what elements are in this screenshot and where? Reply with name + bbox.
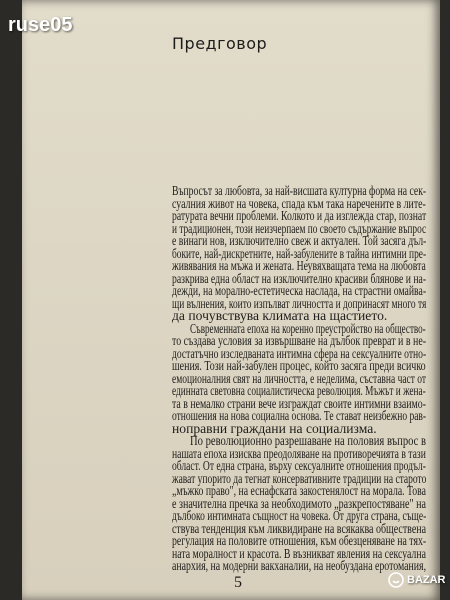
- book-page: [22, 0, 440, 600]
- text-line: та в немалко страни вече изграждат своите интимни взаимо-: [172, 395, 426, 411]
- text-line: област. От една страна, върху сексуалните отношения продъл-: [172, 458, 426, 473]
- text-line: отношения на нова социална основа. Те стават неизбежно рав-: [172, 408, 427, 423]
- text-line: анархия, на модерни вакханалии, на необуздана еротомания,: [172, 558, 427, 573]
- text-line: щи вълнения, които изпълват личността и допринасят много тя: [172, 295, 427, 311]
- text-line: е значителна пречка за необходимото „разкрепостяване" на: [172, 495, 426, 511]
- text-line: шения. Този най-забулен процес, който засяга преди всичко: [172, 358, 426, 373]
- text-line: регулация на половите отношения, към обезценяване на тях-: [172, 533, 427, 548]
- text-line: достатъчно изследваната интимна сфера на сексуалните отно-: [172, 345, 427, 361]
- text-line: дълбоко интимната същност на човека. От друга страна, съще-: [172, 508, 427, 523]
- bazar-logo-text: BAZAR: [407, 574, 446, 586]
- text-line: единната световна социалистическа революция. Мъжът и жена-: [172, 383, 426, 398]
- page-title: Предговор: [172, 34, 268, 53]
- text-line: разкрива една област на изключително красиви блянове и на-: [172, 270, 427, 286]
- text-line: ратурата вечни проблеми. Колкото и да изглежда стар, познат: [172, 208, 427, 223]
- watermark-ruse05: ruse05: [8, 14, 73, 36]
- text-line: ната моралност и красота. В възникват явления на сексуална: [172, 545, 426, 561]
- text-line: По революционно разрешаване на половия въпрос в: [190, 433, 427, 448]
- text-line: е винаги нов, изключително свеж и актуален. Той засяга дъл-: [172, 233, 427, 248]
- text-line: да почувствува климата на щастието.: [172, 308, 388, 323]
- text-line: то създава условия за извършване на дълбок преврат и в не-: [172, 333, 427, 348]
- page-number: 5: [234, 574, 242, 591]
- text-line: жават упорито да тегнат консервативните традиции на старото: [172, 470, 427, 486]
- text-line: Въпросът за любовта, за най-висшата културна форма на сек-: [172, 183, 427, 198]
- text-line: емоционалния свят на личността, е неделима, съставна част от: [172, 370, 427, 386]
- text-line: суалния живот на човека, спада към така наречените в лите-: [172, 195, 426, 211]
- text-line: Съвременната епоха на коренно преустройство на общество-: [190, 320, 426, 336]
- text-line: и традиционен, този неизчерпаем по своето съдържание въпрос: [172, 220, 427, 236]
- text-line: „мъжко право", на еснафската закостенялост на морала. Това: [172, 483, 426, 498]
- bazar-logo-icon: [388, 572, 404, 588]
- text-line: ноправни граждани на социализма.: [172, 420, 377, 436]
- text-line: нашата епоха изисква преодоляване на противоречията в тази: [172, 445, 426, 461]
- text-line: дежди, на морално-естетическа наслада, на страстни омайва-: [172, 283, 427, 298]
- text-line: боките, най-дискретните, най-забулените в тайна интимни пре-: [172, 245, 427, 261]
- text-line: живявания на мъжа и жената. Неувяхващата тема на любовта: [172, 258, 426, 273]
- bazar-logo: [388, 572, 446, 588]
- text-line: ствува тенденция към ликвидиране на всякаква обществена: [172, 520, 427, 536]
